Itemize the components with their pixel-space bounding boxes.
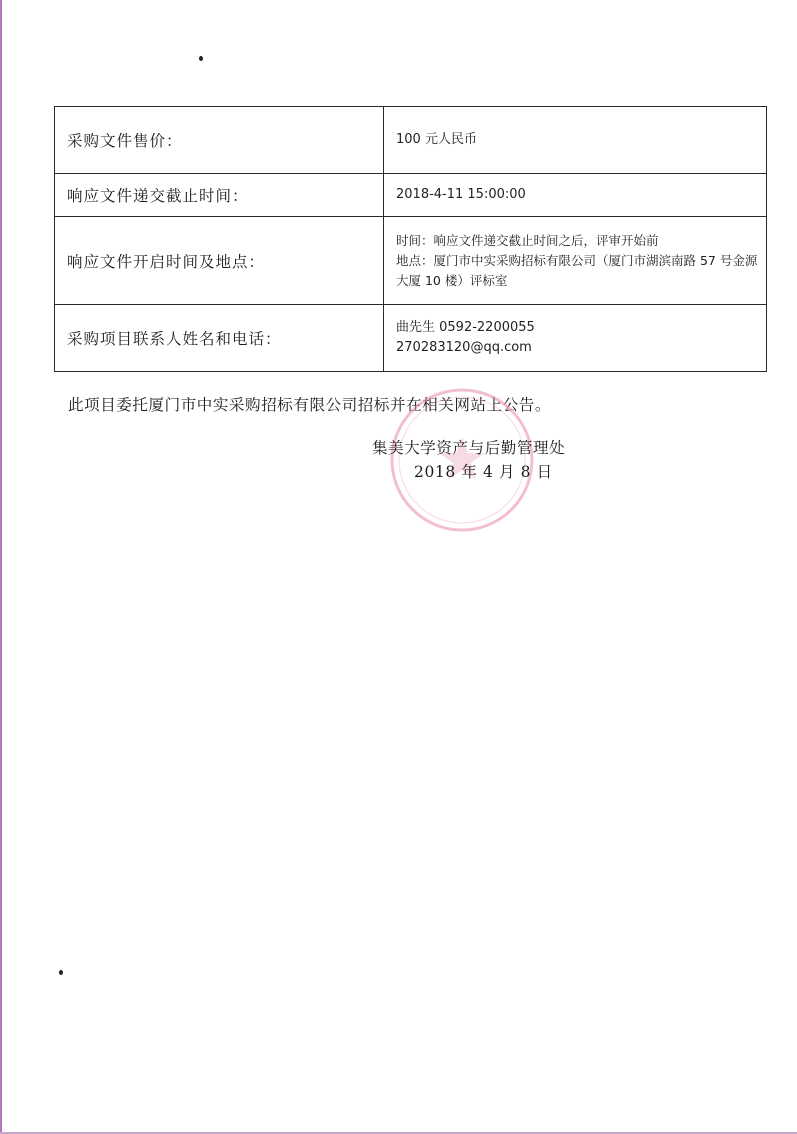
table-row — [55, 305, 767, 372]
value-line: 2018-4-11 15:00:00 — [396, 187, 526, 202]
row-value-contact — [384, 305, 767, 372]
scan-speck — [59, 970, 63, 975]
table-row — [55, 174, 767, 217]
table-row — [55, 217, 767, 305]
row-value-price — [384, 107, 767, 174]
value-line: 270283120@qq.com — [396, 340, 532, 355]
row-label-price: 采购文件售价： — [55, 107, 384, 174]
procurement-info-table — [54, 106, 767, 372]
signature-org: 集美大学资产与后勤管理处 — [372, 439, 566, 457]
value-line: 时间：响应文件递交截止时间之后，评审开始前 — [396, 232, 659, 248]
row-value-deadline — [384, 174, 767, 217]
row-value-opening — [384, 217, 767, 305]
value-line: 曲先生 0592-2200055 — [396, 320, 535, 335]
notice-text: 此项目委托厦门市中实采购招标有限公司招标并在相关网站上公告。 — [68, 396, 552, 414]
row-label-contact: 采购项目联系人姓名和电话： — [55, 305, 384, 372]
table-row — [55, 107, 767, 174]
scan-edge-left — [0, 0, 2, 1134]
value-line: 100 元人民币 — [396, 132, 477, 147]
scan-speck — [199, 56, 203, 61]
row-label-opening: 响应文件开启时间及地点： — [55, 217, 384, 305]
value-line: 地点：厦门市中实采购招标有限公司（厦门市湖滨南路 57 号金源大厦 10 楼）评标室 — [396, 252, 758, 288]
row-label-deadline: 响应文件递交截止时间： — [55, 174, 384, 217]
signature-date: 2018 年 4 月 8 日 — [414, 463, 553, 481]
